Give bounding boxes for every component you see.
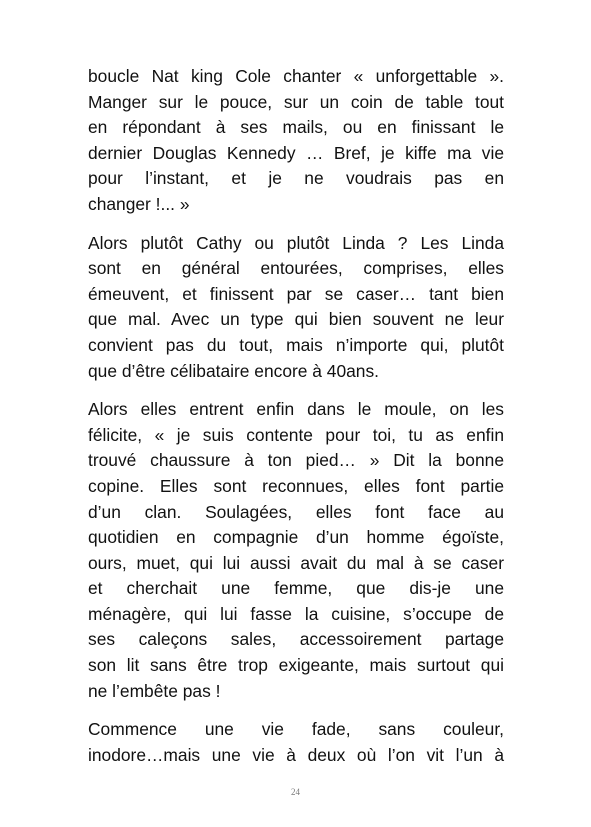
text-line: ne l’embête pas ! xyxy=(88,680,221,701)
text-line: pour l’instant, et je ne voudrais pas en xyxy=(88,168,504,189)
paragraph xyxy=(88,397,504,704)
text-line: ours, muet, qui lui aussi avait du mal à se caser xyxy=(88,552,504,573)
text-line: trouvé chaussure à ton pied… » Dit la bonne xyxy=(88,450,504,471)
page-number: 24 xyxy=(291,787,300,797)
text-line: que mal. Avec un type qui bien souvent ne leur xyxy=(88,309,504,330)
text-line: ses caleçons sales, accessoirement partage xyxy=(88,629,504,650)
text-line: changer !... » xyxy=(88,193,190,214)
text-line: en répondant à ses mails, ou en finissant le xyxy=(88,117,504,138)
paragraph xyxy=(88,717,504,768)
text-line: son lit sans être trop exigeante, mais surtout qui xyxy=(88,655,504,676)
text-line: que d’être célibataire encore à 40ans. xyxy=(88,360,380,381)
text-line: quotidien en compagnie d’un homme égoïste, xyxy=(88,527,504,548)
text-line: ménagère, qui lui fasse la cuisine, s’occupe de xyxy=(88,603,504,624)
body-text xyxy=(88,64,504,781)
text-line: Manger sur le pouce, sur un coin de table tout xyxy=(88,91,504,112)
text-line: Commence une vie fade, sans couleur, xyxy=(88,719,504,740)
text-line: copine. Elles sont reconnues, elles font partie xyxy=(88,475,504,496)
paragraph xyxy=(88,231,504,385)
text-line: Alors elles entrent enfin dans le moule, on les xyxy=(88,399,504,420)
text-line: Alors plutôt Cathy ou plutôt Linda ? Les Linda xyxy=(88,232,504,253)
text-line: boucle Nat king Cole chanter « unforgettable ». xyxy=(88,66,504,86)
text-line: et cherchait une femme, que dis-je une xyxy=(88,578,504,599)
text-line: d’un clan. Soulagées, elles font face au xyxy=(88,501,504,522)
text-line: convient pas du tout, mais n’importe qui, plutôt xyxy=(88,334,504,355)
text-line: émeuvent, et finissent par se caser… tant bien xyxy=(88,283,504,304)
text-line: sont en général entourées, comprises, elles xyxy=(88,258,504,279)
text-line: félicite, « je suis contente pour toi, tu as enfin xyxy=(88,424,504,445)
paragraph xyxy=(88,64,504,218)
text-line: inodore…mais une vie à deux où l’on vit l’un à xyxy=(88,744,504,765)
text-line: dernier Douglas Kennedy … Bref, je kiffe ma vie xyxy=(88,142,504,163)
